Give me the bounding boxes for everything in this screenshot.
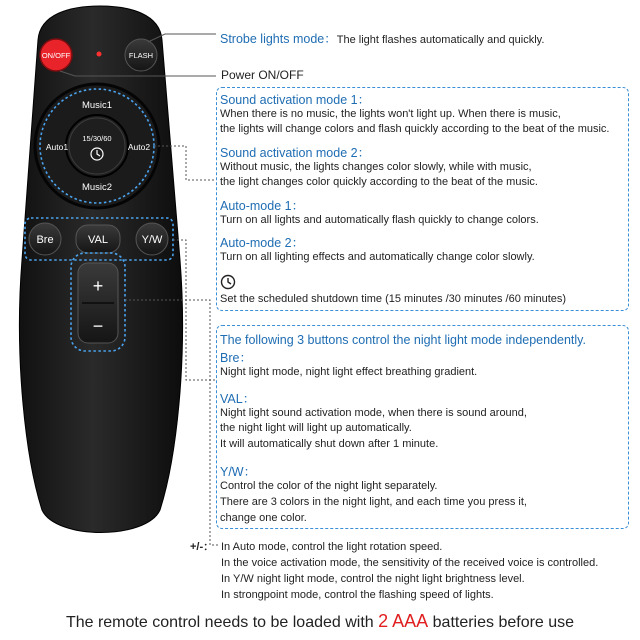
music1-button[interactable]: Music1: [81, 100, 113, 111]
music2-button[interactable]: Music2: [81, 182, 113, 193]
battery-note: [0, 611, 640, 632]
indicator-led: [97, 52, 102, 57]
timer-button-label[interactable]: 15/30/60: [82, 134, 112, 143]
plusminus-line-2: In the voice activation mode, the sensitivity of the received voice is controlled.: [221, 557, 599, 569]
battery-note-after: batteries before use: [432, 614, 575, 631]
mode-ring-inner: [66, 115, 128, 177]
auto2-desc: Turn on all lighting effects and automatically change color slowly.: [220, 251, 535, 263]
val-title: VAL：: [220, 392, 256, 406]
timer-desc: Set the scheduled shutdown time (15 minutes /30 minutes /60 minutes): [220, 293, 567, 305]
val-button-label[interactable]: VAL: [88, 234, 108, 246]
val-line-1: Night light sound activation mode, when there is sound around,: [220, 407, 527, 419]
sound2-title: Sound activation mode 2：: [220, 146, 371, 160]
bre-desc: Night light mode, night light effect breathing gradient.: [220, 366, 478, 378]
timer-clock-icon: [220, 274, 236, 290]
sound1-line-2: the lights will change colors and flash quickly according to the beat of the music.: [220, 123, 610, 135]
yw-title: Y/W：: [220, 465, 257, 479]
battery-note-highlight: 2 AAA: [378, 611, 429, 631]
sound2-line-2: the light changes color quickly according to the beat of the music.: [220, 176, 538, 188]
plusminus-line-4: In strongpoint mode, control the flashing speed of lights.: [221, 589, 494, 601]
auto1-title: Auto-mode 1：: [220, 199, 305, 213]
night-light-box: [216, 325, 629, 529]
auto1-desc: Turn on all lights and automatically flash quickly to change colors.: [220, 214, 539, 226]
minus-button[interactable]: −: [92, 316, 104, 336]
val-line-2: the night light will light up automatically.: [220, 422, 412, 434]
plusminus-title: +/-：: [190, 541, 215, 553]
modes-box: [216, 87, 629, 311]
sound2-line-1: Without music, the lights changes color slowly, while with music,: [220, 161, 532, 173]
sound1-title: Sound activation mode 1：: [220, 93, 371, 107]
power-button-label[interactable]: ON/OFF: [41, 51, 71, 60]
yw-button-label[interactable]: Y/W: [141, 234, 163, 246]
bre-button-label[interactable]: Bre: [36, 234, 54, 246]
yw-line-2: There are 3 colors in the night light, and each time you press it,: [220, 496, 527, 508]
power-callout: Power ON/OFF: [221, 68, 304, 82]
strobe-callout: [220, 30, 544, 48]
yw-line-3: change one color.: [220, 512, 307, 524]
val-line-3: It will automatically shut down after 1 minute.: [220, 438, 439, 450]
auto2-button[interactable]: Auto2: [127, 142, 151, 152]
auto2-title: Auto-mode 2：: [220, 236, 305, 250]
yw-line-1: Control the color of the night light separately.: [220, 480, 438, 492]
plusminus-line-3: In Y/W night light mode, control the night light brightness level.: [221, 573, 525, 585]
auto1-button[interactable]: Auto1: [45, 142, 69, 152]
battery-note-before: The remote control needs to be loaded with: [65, 614, 374, 631]
plusminus-line-1: In Auto mode, control the light rotation speed.: [221, 541, 443, 553]
strobe-desc: The light flashes automatically and quickly.: [336, 34, 545, 46]
sound1-line-1: When there is no music, the lights won't light up. When there is music,: [220, 108, 561, 120]
strobe-title: Strobe lights mode：: [220, 32, 337, 46]
flash-button-label[interactable]: FLASH: [128, 51, 154, 60]
plus-button[interactable]: +: [92, 276, 104, 296]
bre-title: Bre：: [220, 351, 252, 365]
night-header: The following 3 buttons control the night light mode independently.: [220, 333, 586, 347]
